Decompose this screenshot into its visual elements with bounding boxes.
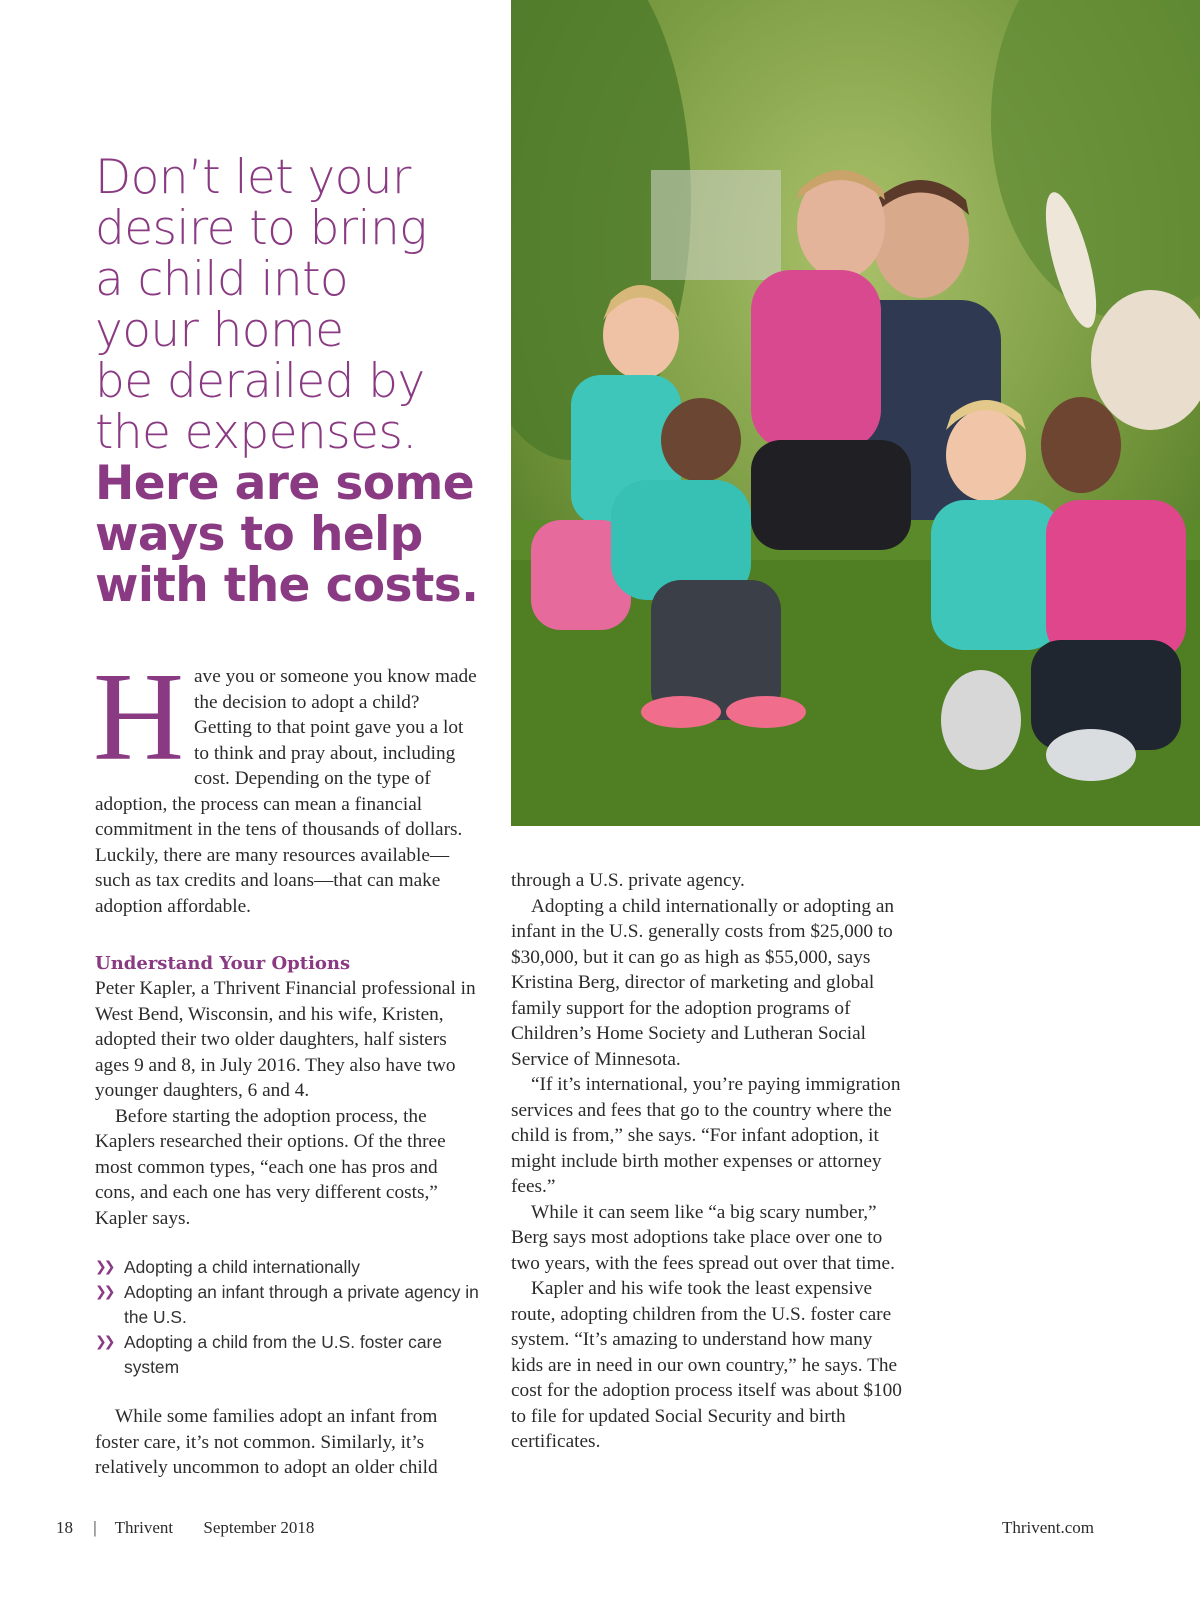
footer-site: Thrivent.com <box>1001 1518 1094 1537</box>
list-item-text: Adopting a child internationally <box>124 1257 360 1277</box>
options-list <box>95 1255 480 1380</box>
list-item <box>95 1330 480 1380</box>
footer-left <box>56 1518 324 1538</box>
list-item-text: Adopting an infant through a private agency in the U.S. <box>124 1282 479 1327</box>
headline <box>95 152 495 611</box>
body-paragraph: Peter Kapler, a Thrivent Financial professional in West Bend, Wisconsin, and his wife, Kristen, adopted their two older daughters, half sisters ages 9 and 8, in July 2016. They also have two younger daughters, 6 and 4. <box>95 978 476 1101</box>
headline-line: Don’t let your <box>95 150 411 205</box>
headline-line-bold: Here are some <box>95 456 475 511</box>
list-item-text: Adopting a child from the U.S. foster care system <box>124 1332 443 1377</box>
body-paragraph: While some families adopt an infant from foster care, it’s not common. Similarly, it’s relatively uncommon to adopt an older child <box>95 1406 438 1478</box>
body-paragraph: “If it’s international, you’re paying immigration services and fees that go to the country where the child is from,” she says. “For infant adoption, it might include birth mother expenses or attorney fees.” <box>511 1074 901 1197</box>
body-paragraph: Kapler and his wife took the least expensive route, adopting children from the U.S. foster care system. “It’s amazing to understand how many kids are in need in our own country,” he says. The cost for the adoption process itself was about $100 to file for updated Social Security and birth certificates. <box>511 1278 902 1452</box>
headline-line: a child into <box>95 252 349 307</box>
intro-text: ave you or someone you know made the decision to adopt a child? Getting to that point gave you a lot to think and pray about, including cost. Depending on the type of adoption, the process can mean a financial commitment in the tens of thousands of dollars. Luckily, there are many resources available—such as tax credits and loans—that can make adoption affordable. <box>95 666 477 917</box>
footer-separator: | <box>93 1518 97 1537</box>
page-number: 18 <box>56 1518 73 1537</box>
drop-cap: H <box>93 648 184 787</box>
double-chevron-icon: ❯❯ <box>95 1334 113 1350</box>
headline-line-bold: ways to help <box>95 507 423 562</box>
magazine-name: Thrivent <box>114 1518 174 1537</box>
intro-paragraph <box>93 648 480 919</box>
body-paragraph: While it can seem like “a big scary number,” Berg says most adoptions take place over one to two years, with the fees spread out over that time. <box>511 1201 895 1274</box>
headline-line: desire to bring <box>95 201 427 256</box>
headline-line: your home <box>95 303 344 358</box>
section-subhead: Understand Your Options <box>95 953 351 974</box>
family-photo <box>511 0 1200 826</box>
body-paragraph: Adopting a child internationally or adopting an infant in the U.S. generally costs from $25,000 to $30,000, but it can go as high as $55,000, says Kristina Berg, director of marketing and global family support for the adoption programs of Children’s Home Society and Lutheran Social Service of Minnesota. <box>511 895 895 1070</box>
list-item <box>95 1280 480 1330</box>
body-paragraph: through a U.S. private agency. <box>511 870 745 891</box>
headline-line-bold: with the costs. <box>95 558 479 613</box>
right-column <box>511 868 906 1455</box>
headline-line: be derailed by <box>95 354 425 409</box>
body-paragraph: Before starting the adoption process, the Kaplers researched their options. Of the three most common types, “each one has pros and cons, and each one has very different costs,” Kapler says. <box>95 1105 446 1229</box>
left-column <box>93 648 480 1481</box>
list-item <box>95 1255 480 1280</box>
issue-date: September 2018 <box>203 1518 315 1537</box>
headline-line: the expenses. <box>95 405 417 460</box>
double-chevron-icon: ❯❯ <box>95 1284 113 1300</box>
double-chevron-icon: ❯❯ <box>95 1259 113 1275</box>
